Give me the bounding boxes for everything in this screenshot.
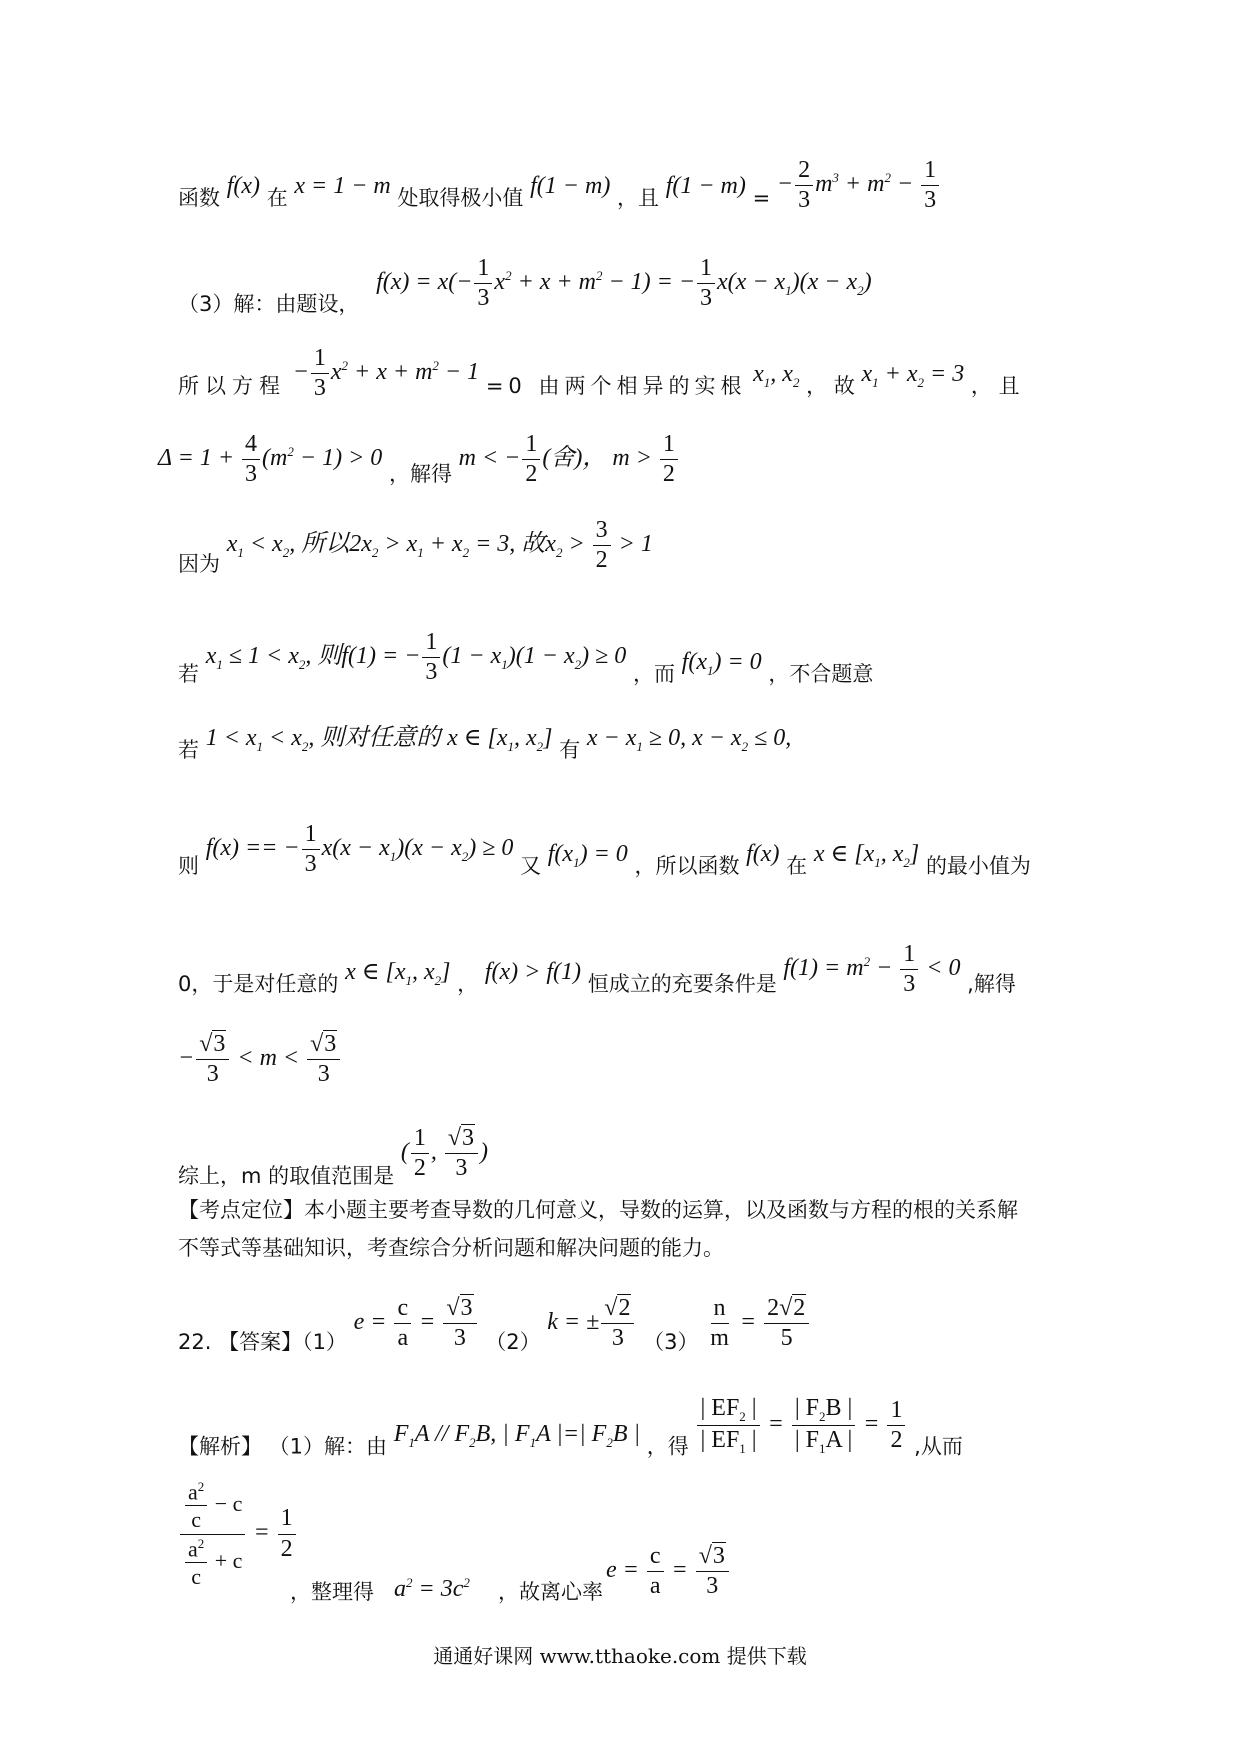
answer-22: 22. 【答案】（1） e = $\frac{c}{a}$ = $\frac{√3}{3}$ （2） k = ± $\frac{√2}{3}$ （3） $\frac{n}{m}$ = $\frac{2√2}{5}$ (178, 1316, 1078, 1371)
line-9: 0，于是对任意的 x ∈ [$x_1$, $x_2$] ， f(x) > f(1) 恒成立的充要条件是 $f(1) = m^2$ − $\frac{1}{3}$ < 0 ,解得 (178, 941, 1016, 998)
line-2: （3）解：由题设， f(x) = x(− $\frac{1}{3}$ $x^2 + x + m^2 - 1$) = − $\frac{1}{3}$ $x(x - x_1)(x - x_2)$ (178, 255, 872, 317)
footer-text: 通通好课网 www.tthaoke.com 提供下载 (433, 1644, 807, 1668)
line-7: 若 $1 < x_1 < x_2$, 则对任意的 x ∈ [$x_1$, $x_2$] 有 $x - x_1 \ge 0$, $x - x_2 \le 0$, (178, 725, 792, 762)
last-line: $\frac{a^2}{c}$ − c $\frac{a^2}{c}$ + c = $\frac{1}{2}$ ，整理得 $a^2 = 3c^2$ ，故离心率 e = $\frac{c}{a}$ = $\frac{√3}{3}$ (178, 1480, 1078, 1600)
kaodian-line-1: 【考点定位】本小题主要考查导数的几何意义，导数的运算，以及函数与方程的根的关系解 (178, 1198, 1018, 1222)
line-11: 综上，m 的取值范围是 ( $\frac{1}{2}$ , $\frac{√3}{3}$ ) (178, 1125, 488, 1189)
kaodian-line-2: 不等式等基础知识，考查综合分析问题和解决问题的能力。 (178, 1236, 724, 1260)
line-4: Δ = 1 + $\frac{4}{3}$ $(m^2 - 1) > 0$ ，解得 m < − $\frac{1}{2}$ (舍)， m > $\frac{1}{2}$ (178, 438, 1078, 493)
line-10: − $\frac{√3}{3}$ < m < $\frac{√3}{3}$ (178, 1032, 1078, 1087)
line-8: 则 f(x) == − $\frac{1}{3}$ $x(x - x_1)(x - x_2) \ge 0$ 又 $f(x_1) = 0$ ，所以函数 f(x) 在 x ∈ [$x_1$, $x_2$] 的最小值为 (178, 821, 1031, 879)
jiexi-line: 【解析】 （1）解：由 $F_1A // F_2B$, | $F_1A$ |=| $F_2B$ | ，得 $\frac{| EF_2 |}{| EF_1 |}$ = $\frac{| F_2B |}{| F_1A |}$ = $\frac{1}{2}$ ,从而 (178, 1395, 963, 1459)
line-5: 因为 $x_1 < x_2$, 所以$2x_2 > x_1 + x_2 = 3$, 故$x_2$ > $\frac{3}{2}$ > 1 (178, 517, 653, 577)
line-6: 若 $x_1 \le 1 < x_2$, 则f(1) = − $\frac{1}{3}$ $(1 - x_1)(1 - x_2) \ge 0$ ，而 $f(x_1) = 0$ ，不合题意 (178, 629, 874, 687)
line-1: 函数 f(x) 在 x = 1 − m 处取得极小值 f(1 − m) ，且 f(1 − m) = − $\frac{2}{3}$ $m^3 + m^2$ − $\frac{1}{3}$ (178, 172, 1078, 227)
line-3: 所以方程 − $\frac{1}{3}$ $x^2 + x + m^2 - 1 =0$ 由两个相异的实根 $x_1$, $x_2$ ， 故 $x_1 + x_2 = 3$ ， 且 (178, 345, 1020, 402)
